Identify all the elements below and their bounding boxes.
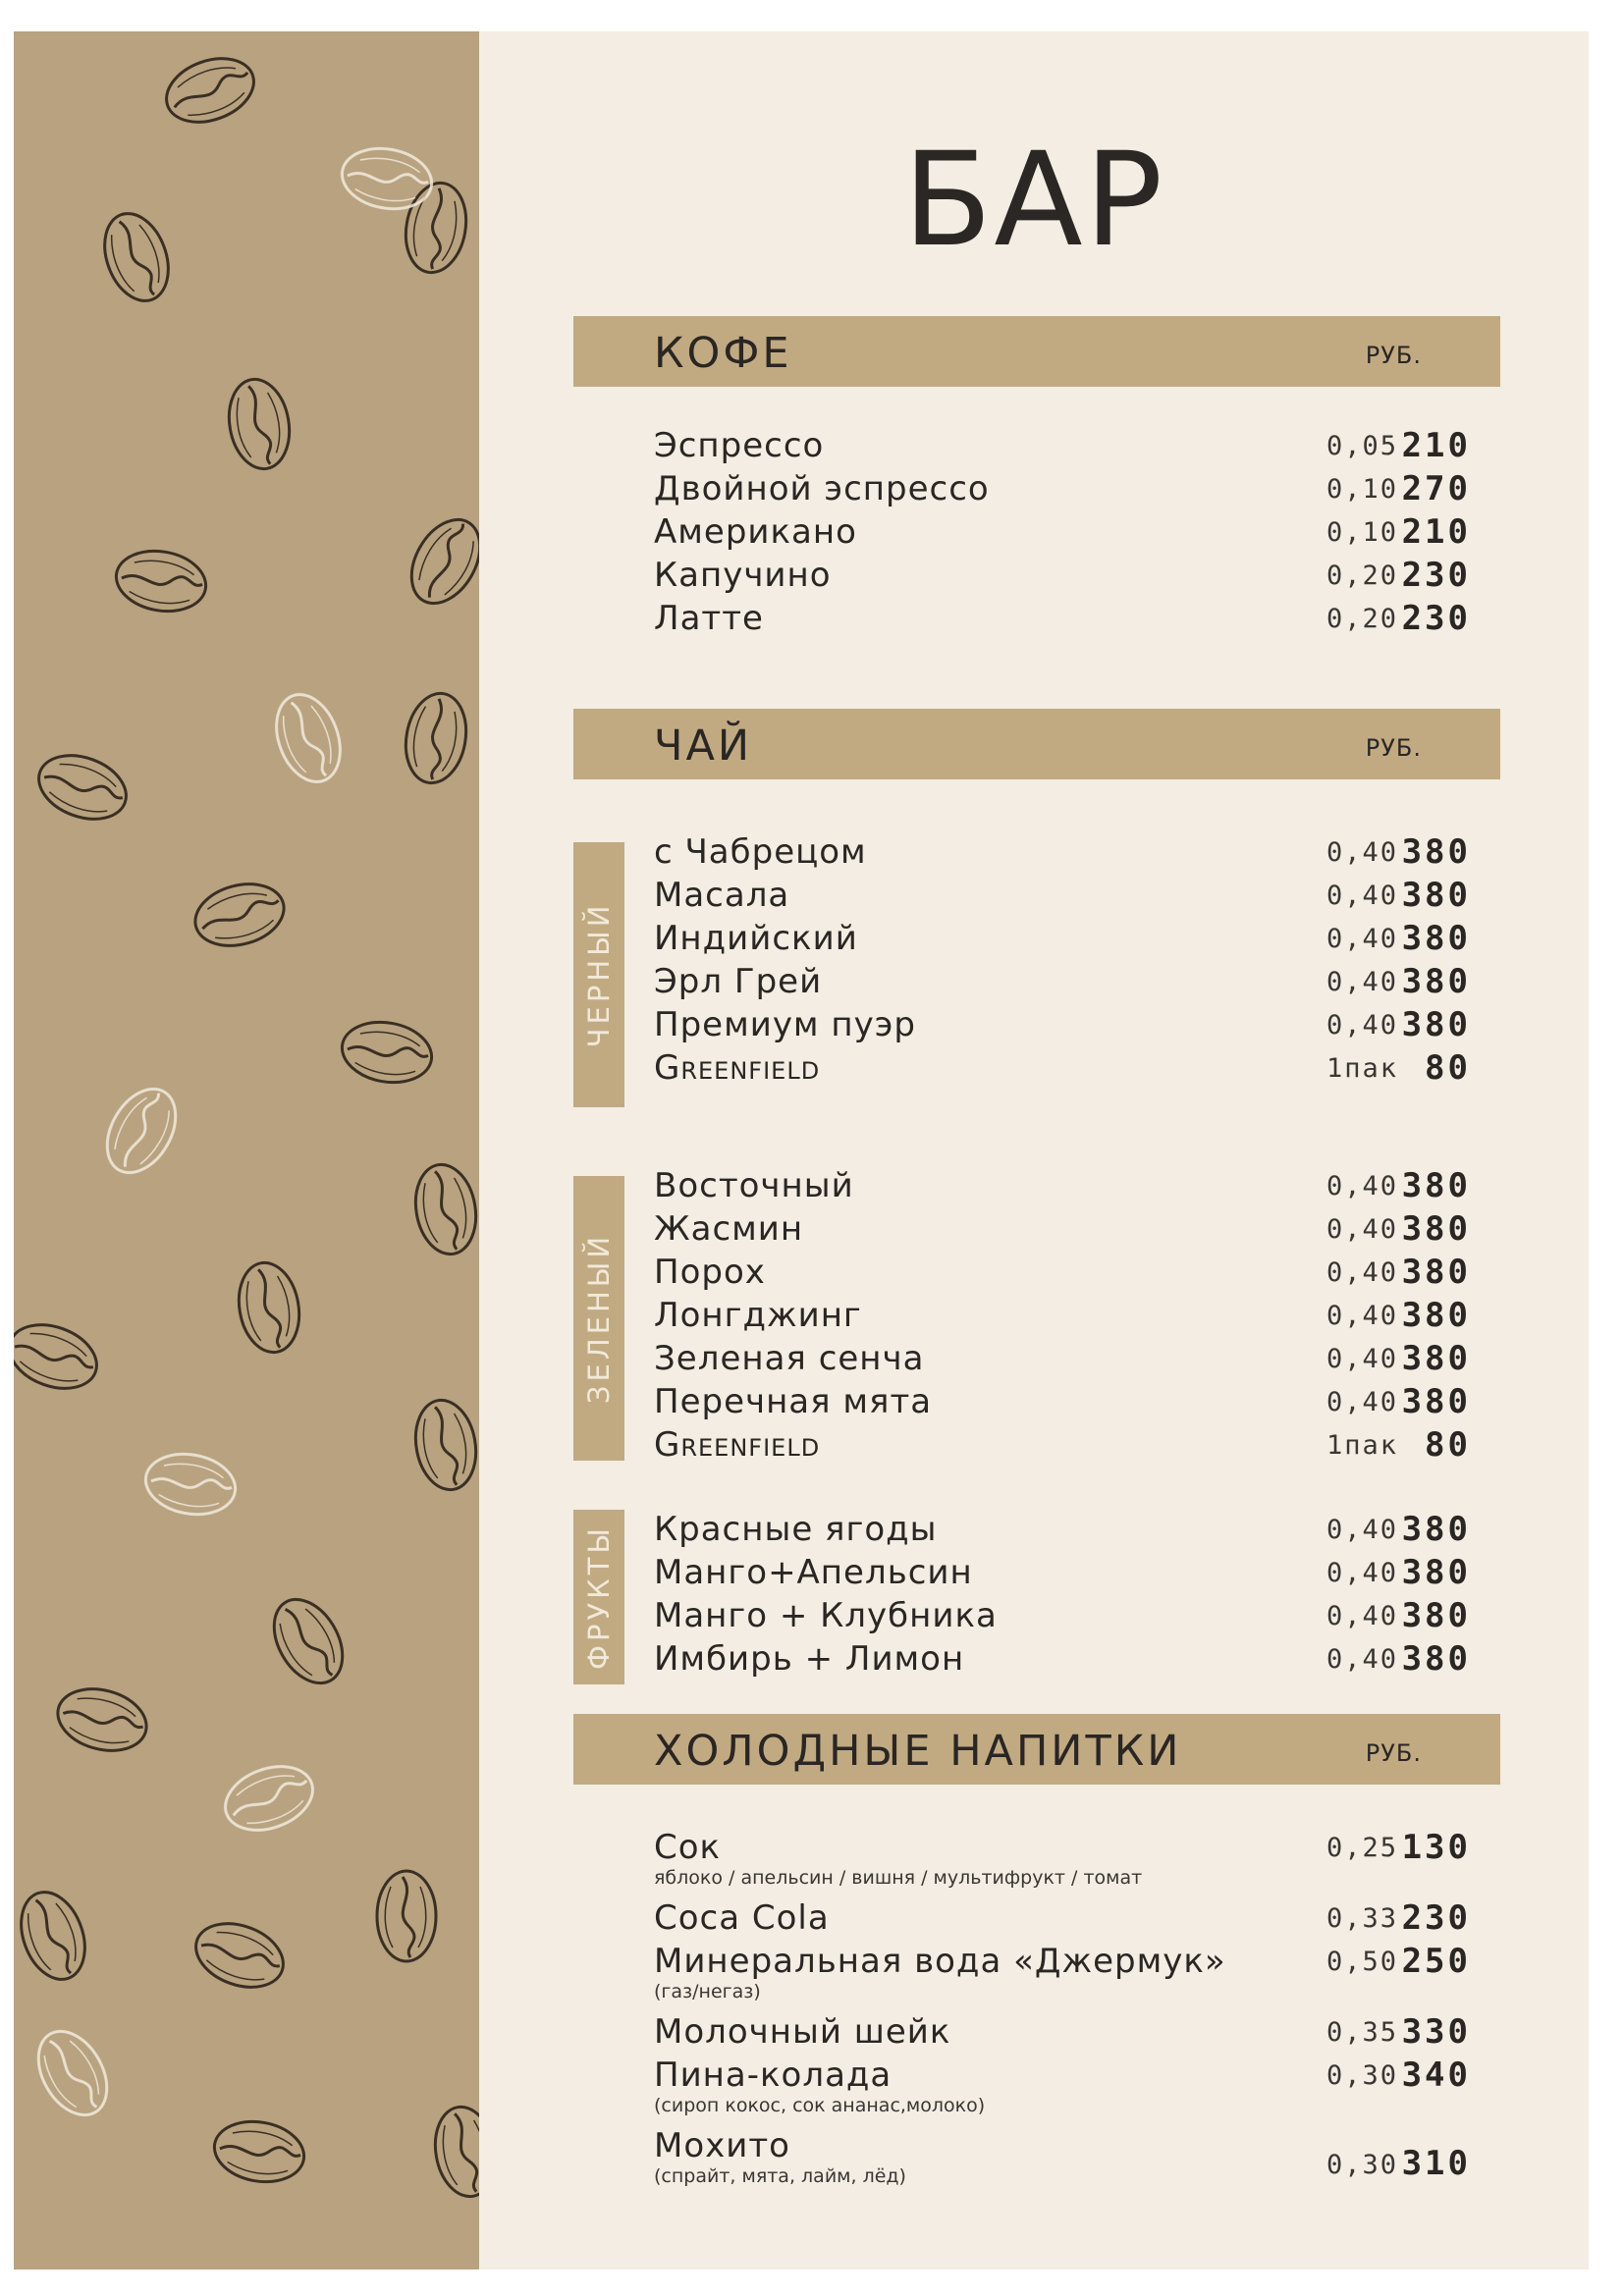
list-item bbox=[479, 919, 1589, 962]
item-volume: 0,40 bbox=[1325, 1558, 1398, 1588]
list-item bbox=[479, 1382, 1589, 1425]
item-name: Американо bbox=[654, 512, 857, 552]
item-price: 380 bbox=[1401, 919, 1471, 958]
list-item bbox=[479, 1253, 1589, 1296]
item-volume: 0,30 bbox=[1325, 2060, 1398, 2091]
item-volume: 0,40 bbox=[1325, 1171, 1398, 1201]
item-name: Манго + Клубника bbox=[654, 1596, 998, 1635]
item-volume: 0,40 bbox=[1325, 837, 1398, 868]
menu-content bbox=[479, 31, 1589, 2269]
list-item bbox=[479, 469, 1589, 512]
item-volume: 0,40 bbox=[1325, 1344, 1398, 1374]
item-volume: 0,20 bbox=[1325, 561, 1398, 591]
section-title: ЧАЙ bbox=[654, 721, 753, 771]
item-name: Эрл Грей bbox=[654, 962, 823, 1001]
list-item bbox=[479, 426, 1589, 469]
item-price: 80 bbox=[1425, 1425, 1471, 1465]
item-price: 380 bbox=[1401, 1553, 1471, 1592]
item-name: Манго+Апельсин bbox=[654, 1553, 973, 1592]
list-item bbox=[479, 876, 1589, 919]
item-name: с Чабрецом bbox=[654, 832, 867, 872]
list-item bbox=[479, 1166, 1589, 1209]
item-name: Молочный шейк bbox=[654, 2012, 951, 2052]
item-name: Масала bbox=[654, 876, 790, 915]
list-item bbox=[479, 599, 1589, 642]
tea-black-list bbox=[479, 832, 1589, 1092]
item-volume: 0,40 bbox=[1325, 924, 1398, 954]
item-name: Перечная мята bbox=[654, 1382, 933, 1421]
item-volume: 0,40 bbox=[1325, 1010, 1398, 1041]
menu-page bbox=[14, 31, 1589, 2269]
currency-label: РУБ. bbox=[1365, 342, 1422, 369]
item-name: Greenfield bbox=[654, 1425, 821, 1465]
item-name: Зеленая сенча bbox=[654, 1339, 925, 1378]
item-volume: 0,05 bbox=[1325, 431, 1398, 461]
item-name: Greenfield bbox=[654, 1048, 821, 1088]
section-title: ХОЛОДНЫЕ НАПИТКИ bbox=[654, 1727, 1182, 1776]
item-price: 380 bbox=[1401, 1510, 1471, 1549]
list-item bbox=[479, 1898, 1589, 1942]
item-price: 270 bbox=[1401, 469, 1471, 508]
list-item bbox=[479, 1639, 1589, 1682]
item-price: 130 bbox=[1401, 1828, 1471, 1867]
item-volume: 1пак bbox=[1325, 1430, 1398, 1461]
item-price: 380 bbox=[1401, 1382, 1471, 1421]
item-name: Порох bbox=[654, 1253, 766, 1292]
section-title: КОФЕ bbox=[654, 329, 792, 378]
item-price: 380 bbox=[1401, 1166, 1471, 1205]
item-volume: 0,40 bbox=[1325, 1601, 1398, 1631]
list-item bbox=[479, 2012, 1589, 2056]
group-label: ЗЕЛЕНЫЙ bbox=[582, 1232, 616, 1405]
item-price: 310 bbox=[1401, 2144, 1471, 2183]
section-header-cold-drinks bbox=[573, 1714, 1500, 1785]
item-note: (спрайт, мята, лайм, лёд) bbox=[654, 2165, 906, 2187]
item-name: Жасмин bbox=[654, 1209, 804, 1249]
list-item bbox=[479, 1005, 1589, 1048]
item-name: Двойной эспрессо bbox=[654, 469, 990, 508]
list-item bbox=[479, 1553, 1589, 1596]
item-volume: 0,40 bbox=[1325, 1644, 1398, 1675]
coffee-bean-icons bbox=[14, 31, 479, 2269]
list-item bbox=[479, 1425, 1589, 1468]
item-name: Премиум пуэр bbox=[654, 1005, 916, 1044]
item-price: 380 bbox=[1401, 1339, 1471, 1378]
item-note: яблоко / апельсин / вишня / мультифрукт / томат bbox=[654, 1867, 1143, 1889]
item-name: Восточный bbox=[654, 1166, 854, 1205]
item-name: Эспрессо bbox=[654, 426, 825, 465]
item-volume: 0,35 bbox=[1325, 2017, 1398, 2048]
section-header-tea bbox=[573, 709, 1500, 779]
item-volume: 0,40 bbox=[1325, 1387, 1398, 1417]
list-item bbox=[479, 556, 1589, 599]
item-price: 210 bbox=[1401, 426, 1471, 465]
list-item bbox=[479, 1209, 1589, 1253]
list-item bbox=[479, 1339, 1589, 1382]
item-name: Coca Cola bbox=[654, 1898, 830, 1938]
list-item bbox=[479, 1596, 1589, 1639]
item-name: Минеральная вода «Джермук» bbox=[654, 1942, 1226, 1981]
item-price: 380 bbox=[1401, 832, 1471, 872]
item-price: 250 bbox=[1401, 1942, 1471, 1981]
item-price: 230 bbox=[1401, 556, 1471, 595]
list-item bbox=[479, 1510, 1589, 1553]
item-price: 330 bbox=[1401, 2012, 1471, 2052]
list-item bbox=[479, 2126, 1589, 2197]
item-price: 380 bbox=[1401, 1005, 1471, 1044]
item-name: Сок bbox=[654, 1828, 722, 1867]
page-title: БАР bbox=[902, 125, 1165, 276]
item-price: 230 bbox=[1401, 599, 1471, 638]
item-volume: 0,40 bbox=[1325, 967, 1398, 997]
item-volume: 1пак bbox=[1325, 1053, 1398, 1084]
item-name: Имбирь + Лимон bbox=[654, 1639, 965, 1679]
item-name: Капучино bbox=[654, 556, 832, 595]
list-item bbox=[479, 832, 1589, 876]
item-price: 210 bbox=[1401, 512, 1471, 552]
item-price: 380 bbox=[1401, 1296, 1471, 1335]
item-price: 80 bbox=[1425, 1048, 1471, 1088]
item-volume: 0,40 bbox=[1325, 1301, 1398, 1331]
item-price: 230 bbox=[1401, 1898, 1471, 1938]
item-volume: 0,33 bbox=[1325, 1903, 1398, 1934]
list-item bbox=[479, 512, 1589, 556]
item-volume: 0,25 bbox=[1325, 1833, 1398, 1863]
item-volume: 0,40 bbox=[1325, 1257, 1398, 1288]
item-price: 340 bbox=[1401, 2056, 1471, 2095]
item-name: Индийский bbox=[654, 919, 858, 958]
list-item bbox=[479, 2056, 1589, 2126]
item-volume: 0,10 bbox=[1325, 474, 1398, 505]
currency-label: РУБ. bbox=[1365, 1739, 1422, 1767]
item-price: 380 bbox=[1401, 1639, 1471, 1679]
item-volume: 0,50 bbox=[1325, 1947, 1398, 1977]
coffee-bean-pattern-panel bbox=[14, 31, 479, 2269]
item-name: Пина-колада bbox=[654, 2056, 893, 2095]
item-volume: 0,10 bbox=[1325, 517, 1398, 548]
item-volume: 0,40 bbox=[1325, 881, 1398, 911]
list-item bbox=[479, 962, 1589, 1005]
group-label: ЧЕРНЫЙ bbox=[582, 901, 616, 1048]
item-volume: 0,40 bbox=[1325, 1214, 1398, 1245]
group-label: ФРУКТЫ bbox=[582, 1523, 616, 1671]
item-name: Лонгджинг bbox=[654, 1296, 862, 1335]
tea-fruit-list bbox=[479, 1510, 1589, 1682]
item-price: 380 bbox=[1401, 1209, 1471, 1249]
item-note: (сироп кокос, сок ананас,молоко) bbox=[654, 2095, 986, 2116]
item-volume: 0,40 bbox=[1325, 1515, 1398, 1545]
cold-drinks-list bbox=[479, 1828, 1589, 2197]
item-volume: 0,30 bbox=[1325, 2150, 1398, 2180]
item-price: 380 bbox=[1401, 962, 1471, 1001]
item-price: 380 bbox=[1401, 1253, 1471, 1292]
currency-label: РУБ. bbox=[1365, 734, 1422, 762]
item-name: Красные ягоды bbox=[654, 1510, 938, 1549]
list-item bbox=[479, 1828, 1589, 1898]
list-item bbox=[479, 1048, 1589, 1092]
item-name: Мохито bbox=[654, 2126, 790, 2165]
tea-green-list bbox=[479, 1166, 1589, 1468]
item-price: 380 bbox=[1401, 1596, 1471, 1635]
section-header-coffee bbox=[573, 316, 1500, 387]
item-volume: 0,20 bbox=[1325, 604, 1398, 634]
list-item bbox=[479, 1296, 1589, 1339]
item-price: 380 bbox=[1401, 876, 1471, 915]
item-name: Латте bbox=[654, 599, 764, 638]
list-item bbox=[479, 1942, 1589, 2012]
coffee-list bbox=[479, 426, 1589, 642]
item-note: (газ/негаз) bbox=[654, 1981, 761, 2002]
